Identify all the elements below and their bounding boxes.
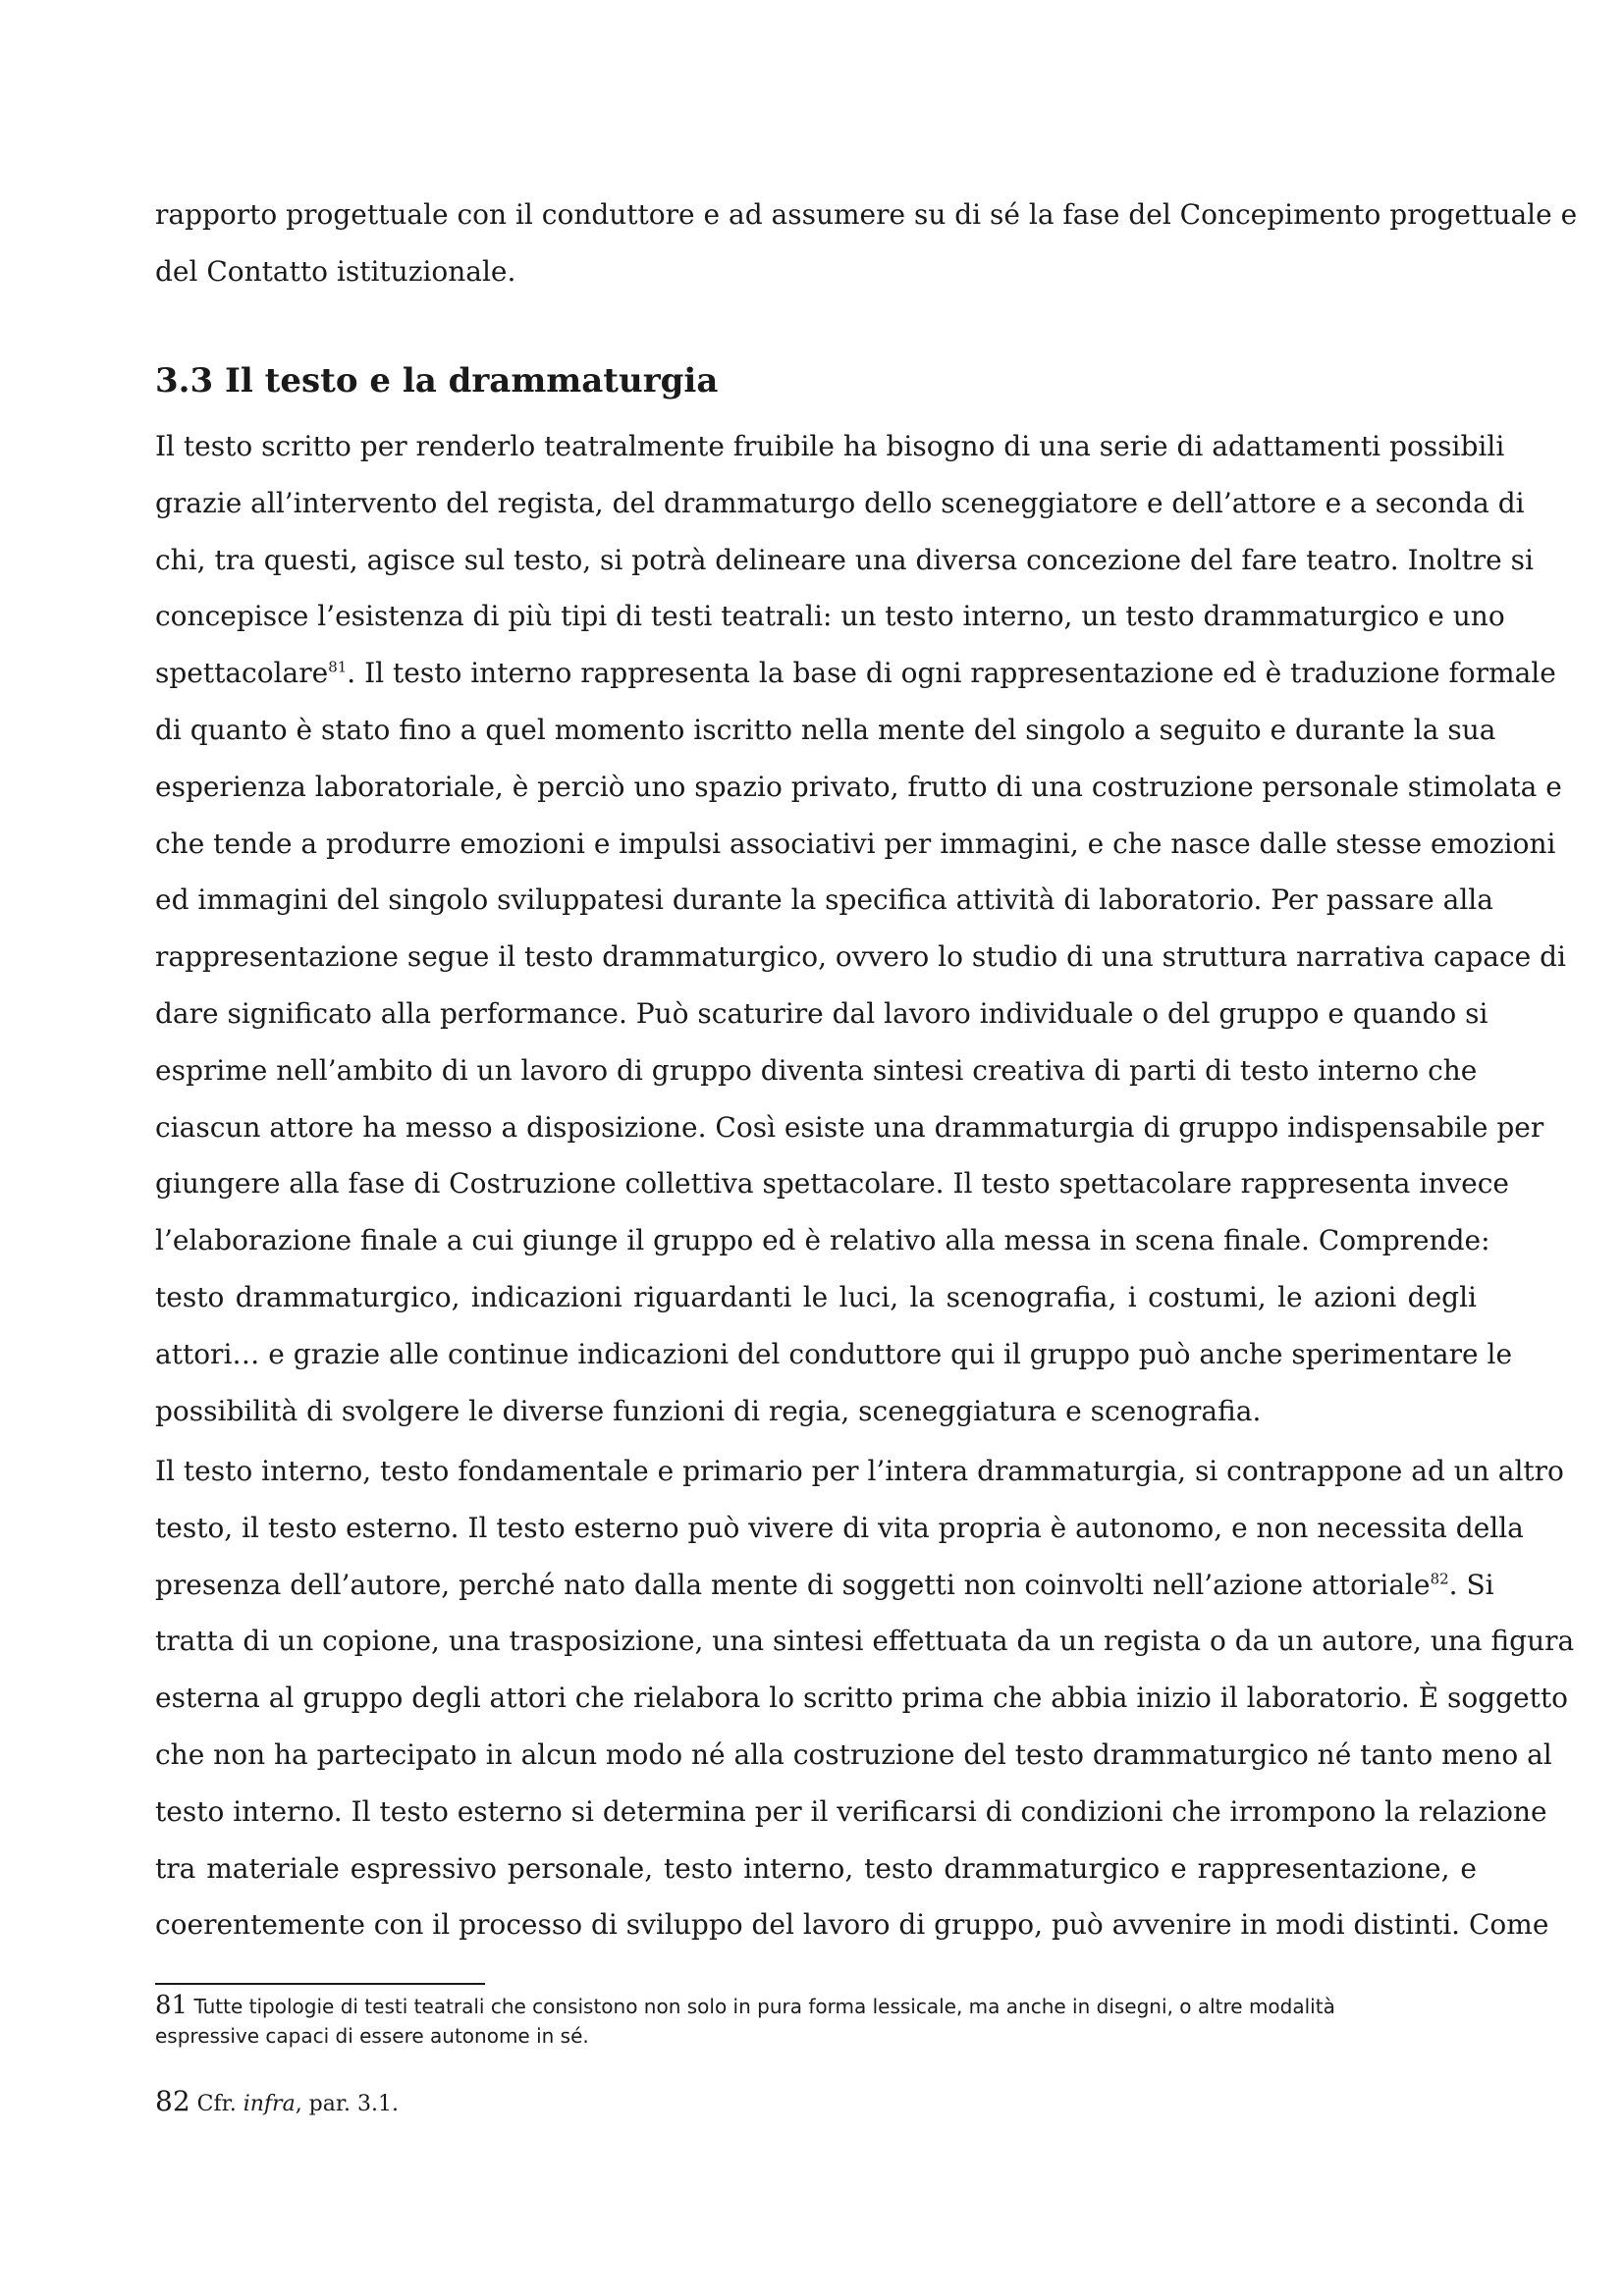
text-line-with-footnote bbox=[155, 645, 1556, 702]
footnote-text: Tutte tipologie di testi teatrali che consistono non solo in pura forma lessicale, ma anche in disegni, o altre modalità bbox=[193, 1995, 1335, 2018]
text-fragment: presenza dell’autore, perché nato dalla mente di soggetti non coinvolti nell’azione attoriale bbox=[155, 1568, 1431, 1601]
text-line-with-footnote bbox=[155, 1557, 1494, 1614]
text-line: esterna al gruppo degli attori che rielabora lo scritto prima che abbia inizio il laboratorio. È soggetto bbox=[155, 1682, 1569, 1715]
text-line: giungere alla fase di Costruzione collettiva spettacolare. Il testo spettacolare rappresenta invece bbox=[155, 1167, 1509, 1201]
text-fragment: . Si bbox=[1448, 1568, 1494, 1601]
intro-paragraph bbox=[155, 187, 1578, 300]
text-line: esprime nell’ambito di un lavoro di gruppo diventa sintesi creativa di parti di testo interno che bbox=[155, 1053, 1478, 1087]
text-line: di quanto è stato fino a quel momento iscritto nella mente del singolo a seguito e durante la sua bbox=[155, 713, 1496, 746]
text-line: testo interno. Il testo esterno si determina per il verificarsi di condizioni che irrompono la relazione bbox=[155, 1794, 1547, 1828]
footnote-line bbox=[155, 1991, 1477, 2021]
text-fragment: spettacolare bbox=[155, 657, 329, 690]
text-line: dare significato alla performance. Può scaturire dal lavoro individuale o del gruppo e quando si bbox=[155, 996, 1488, 1030]
text-line: attori… e grazie alle continue indicazioni del conduttore qui il gruppo può anche sperimentare le bbox=[155, 1337, 1513, 1370]
section-heading: 3.3 Il testo e la drammaturgia bbox=[155, 361, 719, 400]
text-line: del Contatto istituzionale. bbox=[155, 254, 516, 288]
text-line: rapporto progettuale con il conduttore e ad assumere su di sé la fase del Concepimento progettuale e bbox=[155, 198, 1578, 231]
text-line: che non ha partecipato in alcun modo né alla costruzione del testo drammaturgico né tanto meno al bbox=[155, 1737, 1552, 1771]
text-line: coerentemente con il processo di sviluppo del lavoro di gruppo, può avvenire in modi distinti. Come bbox=[155, 1908, 1549, 1942]
text-line: Il testo interno, testo fondamentale e primario per l’intera drammaturgia, si contrappone ad un altro bbox=[155, 1455, 1564, 1487]
text-line: ed immagini del singolo sviluppatesi durante la specifica attività di laboratorio. Per passare alla bbox=[155, 883, 1493, 917]
footnote-number: 82 bbox=[155, 2085, 190, 2117]
text-line: tratta di un copione, una trasposizione, una sintesi effettuata da un regista o da un autore, una figura bbox=[155, 1625, 1575, 1658]
footnote-82 bbox=[155, 2087, 1477, 2119]
footnote-ref-81[interactable]: 81 bbox=[328, 658, 348, 676]
text-line: rappresentazione segue il testo drammaturgico, ovvero lo studio di una struttura narrativa capace di bbox=[155, 940, 1566, 974]
text-line: ciascun attore ha messo a disposizione. Così esiste una drammaturgia di gruppo indispensabile per bbox=[155, 1110, 1544, 1144]
text-line: grazie all’intervento del regista, del drammaturgo dello sceneggiatore e dell’attore e a seconda di bbox=[155, 486, 1525, 519]
footnote-81 bbox=[155, 1991, 1477, 2051]
text-line: Il testo scritto per renderlo teatralmente fruibile ha bisogno di una serie di adattamenti possibili bbox=[155, 430, 1505, 462]
text-line: possibilità di svolgere le diverse funzioni di regia, sceneggiatura e scenografia. bbox=[155, 1394, 1262, 1427]
footnote-ref-82[interactable]: 82 bbox=[1430, 1570, 1449, 1588]
footnote-number: 81 bbox=[155, 1991, 189, 2020]
paragraph-2 bbox=[155, 1443, 1575, 1953]
footnote-line: espressive capaci di essere autonome in sé. bbox=[155, 2024, 589, 2048]
footnote-divider bbox=[155, 1983, 485, 1985]
text-line: testo, il testo esterno. Il testo esterno può vivere di vita propria è autonomo, e non necessita della bbox=[155, 1511, 1524, 1544]
text-line: l’elaborazione finale a cui giunge il gruppo ed è relativo alla messa in scena finale. Comprende: bbox=[155, 1224, 1490, 1257]
text-line: tra materiale espressivo personale, testo interno, testo drammaturgico e rappresentazione, e bbox=[155, 1851, 1477, 1885]
text-line: testo drammaturgico, indicazioni riguardanti le luci, la scenografia, i costumi, le azioni degli bbox=[155, 1280, 1477, 1313]
footnote-text: Cfr. bbox=[196, 2092, 243, 2116]
paragraph-1 bbox=[155, 418, 1566, 1439]
text-line: che tende a produrre emozioni e impulsi associativi per immagini, e che nasce dalle stesse emozioni bbox=[155, 827, 1556, 860]
text-line: chi, tra questi, agisce sul testo, si potrà delineare una diversa concezione del fare teatro. Inoltre si bbox=[155, 543, 1534, 576]
text-line: concepisce l’esistenza di più tipi di testi teatrali: un testo interno, un testo drammaturgico e uno bbox=[155, 600, 1505, 633]
footnote-text: , par. 3.1. bbox=[295, 2092, 399, 2116]
text-line: esperienza laboratoriale, è perciò uno spazio privato, frutto di una costruzione personale stimolata e bbox=[155, 770, 1562, 803]
footnote-italic: infra bbox=[243, 2092, 296, 2116]
text-fragment: . Il testo interno rappresenta la base di ogni rappresentazione ed è traduzione formale bbox=[347, 657, 1556, 690]
